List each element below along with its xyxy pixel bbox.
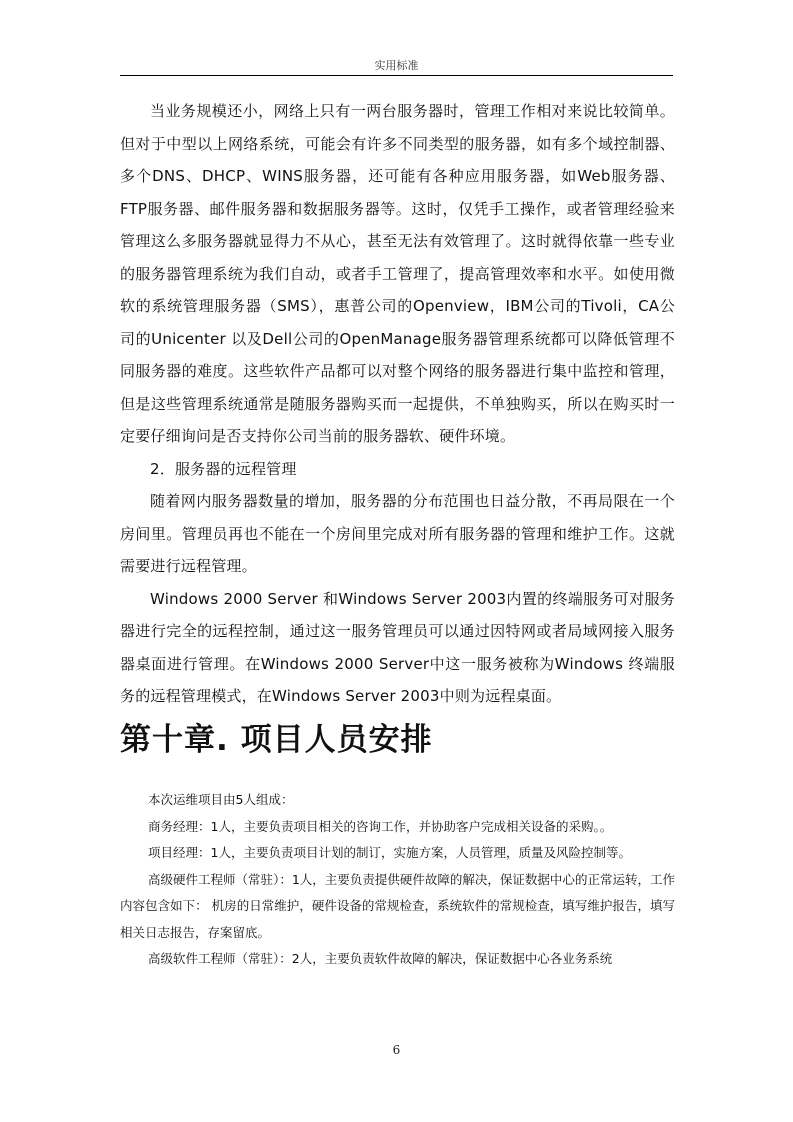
chapter-body bbox=[120, 787, 675, 973]
staff-item-hardware-engineer: 高级硬件工程师（常驻）：1人，主要负责提供硬件故障的解决，保证数据中心的正常运转，工作内容包含如下： 机房的日常维护，硬件设备的常规检查，系统软件的常规检查，填写维护报告，填写相关日志报告，存案留底。 bbox=[120, 871, 675, 940]
chapter-title: 第十章. 项目人员安排 bbox=[120, 722, 433, 758]
paragraph: Windows 2000 Server 和Windows Server 2003内置的终端服务可对服务器进行完全的远程控制，通过这一服务管理员可以通过因特网或者局域网接入服务器桌面进行管理。在Windows 2000 Server中这一服务被称为Windows 终端服务的远程管理模式，在Windows Server 2003中则为远程桌面。 bbox=[120, 589, 675, 705]
paragraph: 随着网内服务器数量的增加，服务器的分布范围也日益分散，不再局限在一个房间里。管理员再也不能在一个房间里完成对所有服务器的管理和维护工作。这就需要进行远程管理。 bbox=[120, 492, 675, 575]
staff-item-business-manager: 商务经理：1人，主要负责项目相关的咨询工作，并协助客户完成相关设备的采购。。 bbox=[148, 818, 613, 834]
page-header-title: 实用标准 bbox=[374, 59, 419, 72]
paragraph: 当业务规模还小，网络上只有一两台服务器时，管理工作相对来说比较简单。但对于中型以上网络系统，可能会有许多不同类型的服务器，如有多个域控制器、多个DNS、DHCP、WINS服务器，还可能有各种应用服务器，如Web服务器、FTP服务器、邮件服务器和数据服务器等。这时，仅凭手工操作，或者管理经验来管理这么多服务器就显得力不从心，甚至无法有效管理了。这时就得依靠一些专业的服务器管理系统为我们自动，或者手工管理了，提高管理效率和水平。如使用微软的系统管理服务器（SMS），惠普公司的Openview，IBM公司的Tivoli，CA公司的Unicenter 以及Dell公司的OpenManage服务器管理系统都可以降低管理不同服务器的难度。这些软件产品都可以对整个网络的服务器进行集中监控和管理，但是这些管理系统通常是随服务器购买而一起提供，不单独购买，所以在购买时一定要仔细询问是否支持你公司当前的服务器软、硬件环境。 bbox=[120, 102, 675, 445]
chapter-intro: 本次运维项目由5人组成： bbox=[148, 792, 294, 807]
staff-item-project-manager: 项目经理：1人，主要负责项目计划的制订，实施方案，人员管理，质量及风险控制等。 bbox=[148, 845, 631, 860]
section-body bbox=[120, 95, 675, 713]
header-divider bbox=[120, 75, 673, 76]
subheading: 2．服务器的远程管理 bbox=[150, 459, 297, 478]
page-number: 6 bbox=[392, 1043, 401, 1057]
staff-item-software-engineer: 高级软件工程师（常驻）：2人，主要负责软件故障的解决，保证数据中心各业务系统 bbox=[148, 951, 613, 966]
